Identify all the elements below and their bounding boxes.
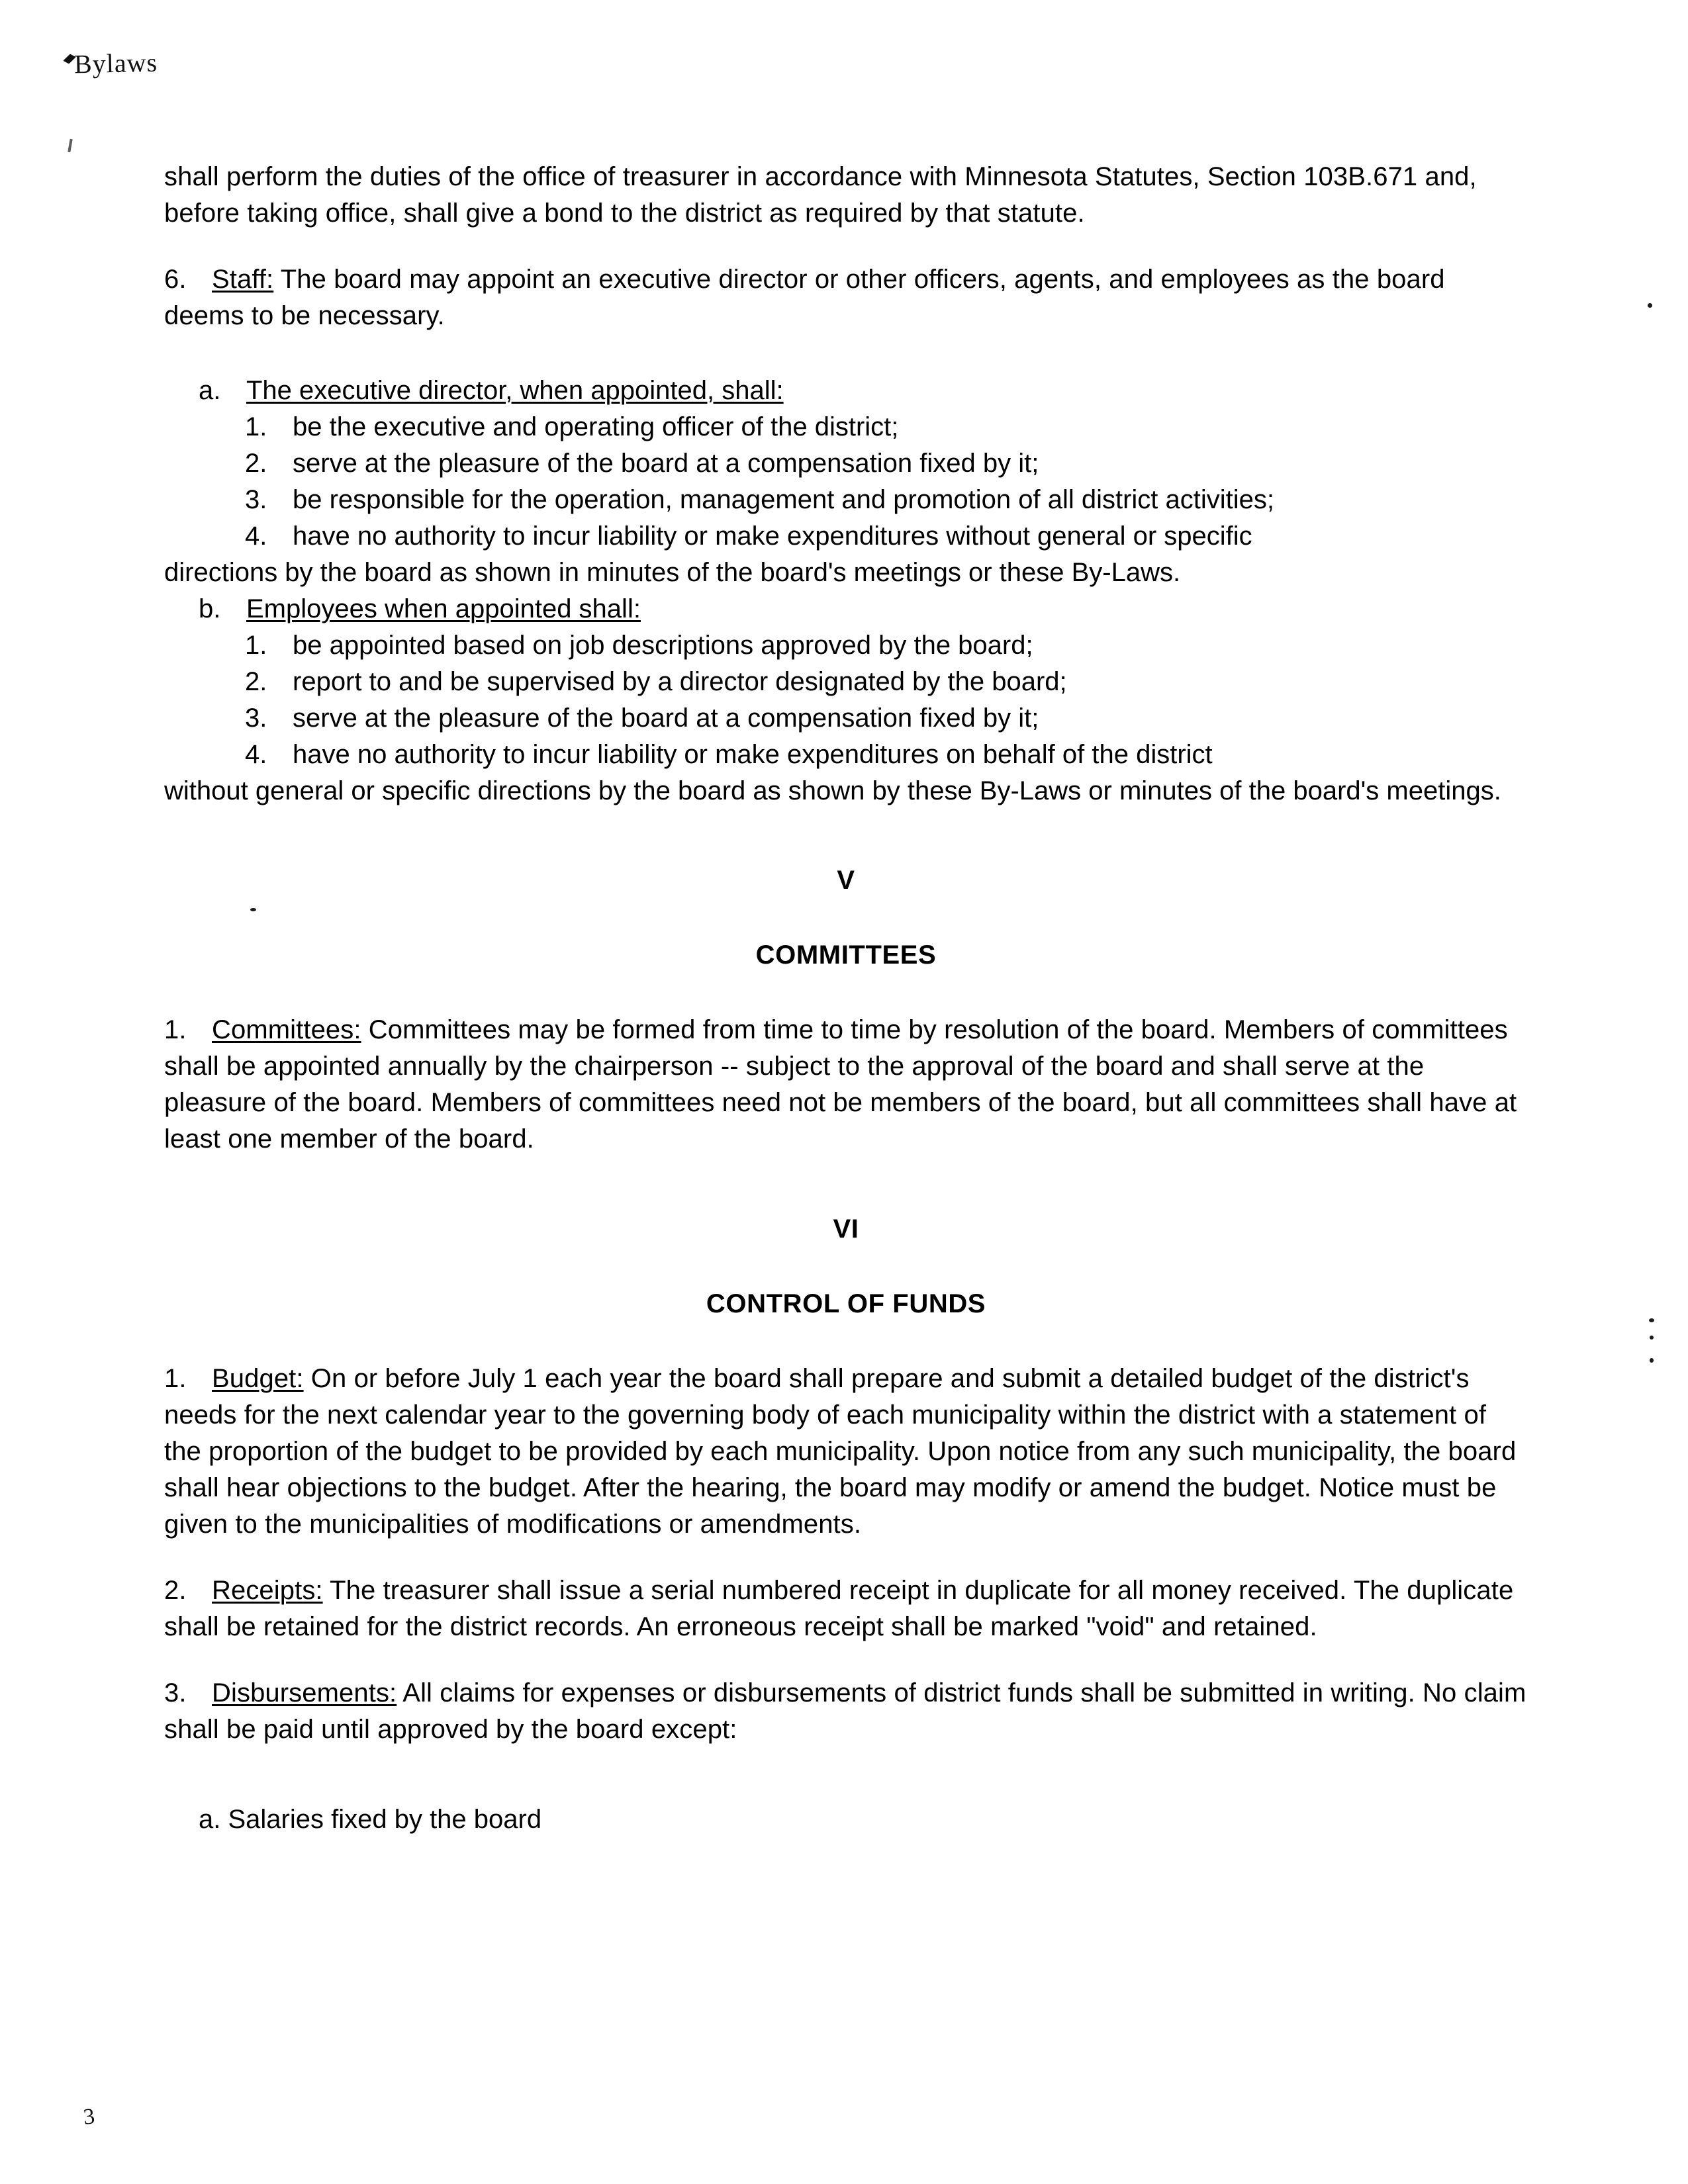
list-item-marker: 3. [245, 704, 267, 733]
budget-title: Budget: [212, 1364, 304, 1393]
list-item [164, 664, 1528, 700]
list-item-marker: 3. [245, 485, 267, 514]
article-v-title [164, 937, 1528, 974]
scan-speck [1648, 303, 1652, 308]
receipts-text: The treasurer shall issue a serial numbered receipt in duplicate for all money received. The duplicate shall be retained for the district records. An erroneous receipt shall be marked "void" and retained. [164, 1576, 1514, 1641]
section-6b-marker: b. [199, 594, 221, 623]
list-item-text: report to and be supervised by a director designated by the board; [293, 667, 1067, 696]
article-vi-title [164, 1286, 1528, 1322]
budget-text: On or before July 1 each year the board shall prepare and submit a detailed budget of the district's needs for the next calendar year to the governing body of each municipality within the district with a statement of the proportion of the budget to be provided by each municipality. Upon notice from any such municipality, the board shall hear objections to the budget. After the hearing, the board may modify or amend the budget. Notice must be given to the municipalities of modifications or amendments. [164, 1364, 1517, 1539]
article-v-item-1-number: 1. [164, 1015, 187, 1044]
list-item [164, 700, 1528, 737]
article-v-item-1-text: Committees may be formed from time to time by resolution of the board. Members of committees shall be appointed annually by the chairperson -- subject to the approval of the board and shall serve at the pleasure of the board. Members of committees need not be members of the board, but all committees shall have at least one member of the board. [164, 1015, 1517, 1154]
list-item-text: have no authority to incur liability or make expenditures without general or specific [293, 522, 1252, 551]
list-item-text: be appointed based on job descriptions approved by the board; [293, 631, 1033, 660]
list-item [164, 518, 1528, 555]
list-item-marker: 2. [245, 449, 267, 478]
article-v-item-1-title: Committees: [212, 1015, 361, 1044]
disbursements-exception-a: a. Salaries fixed by the board [199, 1805, 542, 1834]
stray-pen-mark [68, 139, 72, 152]
list-item-text: be the executive and operating officer of the district; [293, 412, 899, 441]
section-6-number: 6. [164, 265, 187, 294]
article-vi-item-1-budget [164, 1361, 1528, 1543]
disbursements-number: 3. [164, 1678, 187, 1707]
article-v-numeral-text: V [837, 866, 855, 895]
list-item [164, 737, 1528, 773]
opening-paragraph: shall perform the duties of the office of treasurer in accordance with Minnesota Statutes, Section 103B.671 and, before taking office, shall give a bond to the district as required by that statute. [164, 162, 1477, 228]
list-item-marker: 1. [245, 631, 267, 660]
section-6a-marker: a. [199, 376, 221, 405]
section-6a-heading [164, 373, 1528, 409]
scan-speck [1650, 1336, 1654, 1340]
article-vi-item-3-disbursements [164, 1675, 1528, 1748]
article-vi-item-2-receipts [164, 1572, 1528, 1645]
article-vi-numeral-text: VI [833, 1214, 859, 1244]
list-item-marker: 2. [245, 667, 267, 696]
page-bottom-mark: 3 [82, 2104, 96, 2130]
list-item-text: have no authority to incur liability or make expenditures on behalf of the district [293, 740, 1213, 769]
receipts-title: Receipts: [212, 1576, 323, 1605]
section-6-title: Staff: [212, 265, 274, 294]
budget-number: 1. [164, 1364, 187, 1393]
article-v-item-1 [164, 1012, 1528, 1158]
section-6a-title: The executive director, when appointed, shall: [246, 376, 784, 405]
section-6-staff [164, 261, 1528, 334]
disbursements-text: All claims for expenses or disbursements of district funds shall be submitted in writing. No claim shall be paid until approved by the board except: [164, 1678, 1526, 1744]
list-item-text: be responsible for the operation, management and promotion of all district activities; [293, 485, 1275, 514]
list-item [164, 445, 1528, 482]
article-v-title-text: COMMITTEES [755, 940, 937, 970]
disbursements-title: Disbursements: [212, 1678, 397, 1707]
document-body [164, 159, 1528, 1838]
section-6b-heading [164, 591, 1528, 627]
list-item-marker: 4. [245, 740, 267, 769]
list-item-text: serve at the pleasure of the board at a compensation fixed by it; [293, 704, 1039, 733]
document-header-annotation: Bylaws [73, 47, 158, 79]
list-item [164, 482, 1528, 518]
list-item-marker: 1. [245, 412, 267, 441]
article-v-numeral [164, 862, 1528, 899]
article-vi-title-text: CONTROL OF FUNDS [706, 1289, 986, 1318]
section-6b-title: Employees when appointed shall: [246, 594, 641, 623]
article-vi-numeral [164, 1211, 1528, 1248]
scan-speck [1650, 1358, 1654, 1363]
section-6a-continuation: directions by the board as shown in minutes of the board's meetings or these By-Laws. [164, 558, 1181, 587]
section-6-text: The board may appoint an executive director or other officers, agents, and employees as the board deems to be necessary. [164, 265, 1445, 330]
list-item [164, 409, 1528, 445]
list-item-text: serve at the pleasure of the board at a compensation fixed by it; [293, 449, 1039, 478]
list-item-marker: 4. [245, 522, 267, 551]
section-6b-continuation: without general or specific directions by the board as shown by these By-Laws or minutes of the board's meetings. [164, 776, 1501, 805]
scan-speck [1649, 1318, 1654, 1322]
list-item [164, 627, 1528, 664]
receipts-number: 2. [164, 1576, 187, 1605]
